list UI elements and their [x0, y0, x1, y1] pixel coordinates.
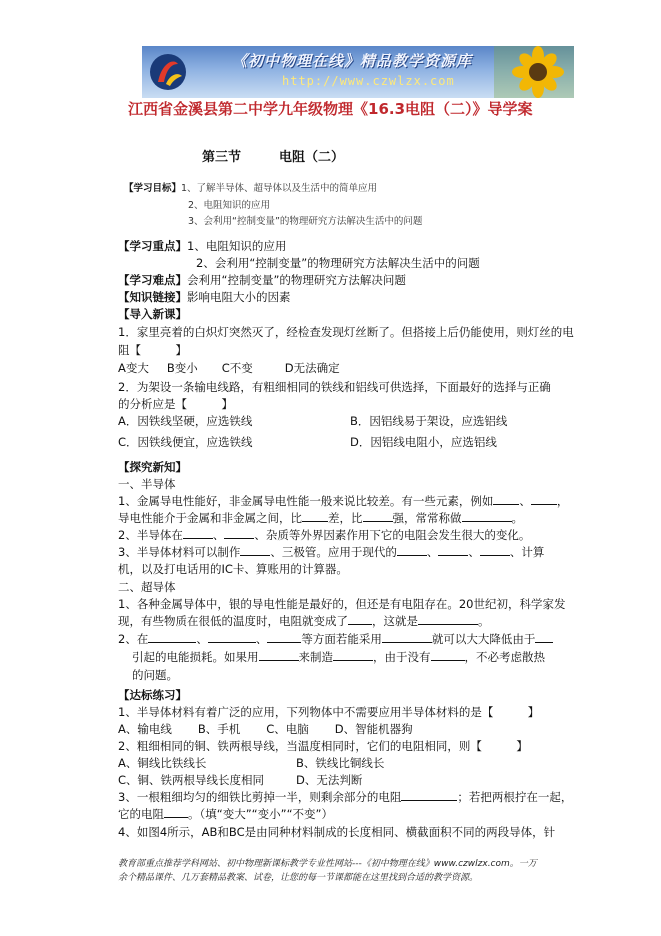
text: 1、金属导电性能好，非金属导电性能一般来说比较差。有一些元素，例如: [118, 494, 494, 508]
option-c: C不变: [221, 361, 253, 375]
blank[interactable]: [418, 612, 478, 625]
superconductor-q1-line2: 现，有些物质在很低的温度时，电阻就变成了 ，这就是 。: [118, 614, 490, 628]
banner-url[interactable]: http://www.czwlzx.com: [282, 74, 455, 88]
practice-q1: 1、半导体材料有着广泛的应用，下列物体中不需要应用半导体材料的是【 】: [118, 705, 540, 719]
text: ，不必考虑散热: [464, 650, 545, 664]
practice-q2: 2、粗细相同的铜、铁两根导线，当温度相同时，它们的电阻相同，则【 】: [118, 739, 528, 753]
option-c: C、铜、铁两根导线长度相同: [118, 773, 265, 787]
option-c: C．因铁线便宜，应选铁线: [118, 435, 253, 449]
blank[interactable]: [267, 630, 301, 643]
text: ，这就是: [372, 614, 418, 628]
practice-label: 【达标练习】: [118, 688, 187, 702]
option-d: D、智能机器狗: [334, 722, 413, 736]
key-points-label: 【学习重点】: [118, 239, 187, 253]
document-title: 江西省金溪县第二中学九年级物理《16.3电阻（二）》导学案: [128, 100, 533, 118]
blank[interactable]: [431, 648, 465, 661]
section-title: [202, 146, 382, 165]
text: 就可以大大降低由于: [431, 632, 536, 646]
sunflower-icon: [494, 46, 574, 98]
key-points-row: [118, 237, 286, 255]
blank[interactable]: [531, 492, 557, 505]
option-d: D．因铝线电阻小，应选铝线: [350, 435, 497, 449]
blank[interactable]: [397, 543, 427, 556]
header-banner: [142, 46, 574, 98]
option-d: D、无法判断: [296, 773, 363, 787]
site-logo-icon: [148, 52, 188, 92]
superconductor-q2-line3: 的问题。: [132, 668, 178, 682]
link-label: 【知识链接】: [118, 290, 187, 304]
section-number: 第三节: [202, 150, 242, 165]
difficulty-row: [118, 271, 406, 289]
intro-q1-line1: 1．家里亮着的白炽灯突然灭了，经检查发现灯丝断了。但搭接上后仍能使用，则灯丝的电: [118, 325, 574, 339]
part2-title: 二、超导体: [118, 580, 176, 594]
text: 、计算: [509, 545, 545, 559]
practice-q1-options: [118, 720, 413, 738]
difficulty-label: 【学习难点】: [118, 273, 187, 287]
blank[interactable]: [240, 543, 270, 556]
semiconductor-q3-line2: 机，以及打电话用的IC卡、算账用的计算器。: [118, 562, 348, 576]
footer-line: 教育部重点推荐学科网站、初中物理新课标教学专业性网站---《初中物理在线》www.czwlzx.com。一万: [118, 859, 537, 869]
blank[interactable]: [302, 509, 328, 522]
text: 、三极管。应用于现代的: [270, 545, 397, 559]
intro-q1-line2: 阻【 】: [118, 343, 187, 357]
link-row: [118, 288, 291, 306]
practice-q4: 4、如图4所示，AB和BC是由同种材料制成的长度相同、横截面积不同的两段导体，针: [118, 825, 556, 839]
text: 等方面若能采用: [301, 632, 382, 646]
option-b: B、手机: [197, 722, 241, 736]
option-a: A、铜线比铁线长: [118, 756, 207, 770]
blank[interactable]: [401, 788, 457, 801]
blank[interactable]: [224, 526, 254, 539]
blank[interactable]: [164, 805, 188, 818]
link-text: 影响电阻大小的因素: [187, 290, 291, 304]
intro-q2-line1: 2．为架设一条输电线路，有粗细相同的铁线和铝线可供选择，下面最好的选择与正确: [118, 380, 551, 394]
blank[interactable]: [348, 612, 372, 625]
semiconductor-q2: 2、半导体在 、 、杂质等外界因素作用下它的电阻会发生很大的变化。: [118, 528, 531, 542]
blank[interactable]: [183, 526, 213, 539]
practice-q3-line2: [118, 805, 333, 823]
option-a: A．因铁线坚硬，应选铁线: [118, 414, 253, 428]
text: 3、半导体材料可以制作: [118, 545, 241, 559]
practice-q3-line1: [118, 788, 572, 806]
text: 2、在: [118, 632, 149, 646]
superconductor-q1-line1: 1、各种金属导体中，银的导电性能是最好的，但还是有电阻存在。20世纪初，科学家发: [118, 597, 566, 611]
text: 。（填“变大”“变小”“不变”）: [188, 807, 333, 821]
part1-title: 一、半导体: [118, 477, 176, 491]
text: 3、一根粗细均匀的细铁比剪掉一半，则剩余部分的电阻: [118, 790, 402, 804]
text: ，由于没有: [373, 650, 431, 664]
option-b: B变小: [166, 361, 198, 375]
key-point-item: 1、电阻知识的应用: [187, 239, 287, 253]
key-point-item: 2、会利用“控制变量”的物理研究方法解决生活中的问题: [196, 256, 480, 270]
option-a: A变大: [118, 361, 149, 375]
semiconductor-q1-line2: 导电性能介于金属和非金属之间，比 差，比 强，常常称做 。: [118, 511, 523, 525]
section-name: 电阻（二）: [279, 150, 345, 165]
blank[interactable]: [480, 543, 510, 556]
option-b: B．因铝线易于架设，应选铝线: [350, 414, 508, 428]
text: ；若把两根拧在一起，: [457, 790, 573, 804]
blank[interactable]: [493, 492, 519, 505]
text: 现，有些物质在很低的温度时，电阻就变成了: [118, 614, 348, 628]
goals-label: 【学习目标】: [124, 183, 182, 194]
footer-note: [118, 857, 548, 885]
text: 、杂质等外界因素作用下它的电阻会发生很大的变化。: [254, 528, 531, 542]
blank[interactable]: [382, 630, 432, 643]
text: 来制造: [298, 650, 333, 664]
text: 它的电阻: [118, 807, 164, 821]
blank[interactable]: [208, 630, 256, 643]
goal-item: 3、会利用“控制变量”的物理研究方法解决生活中的问题: [188, 216, 423, 227]
superconductor-q2-line1: 2、在 、 、 等方面若能采用 就可以大大降低由于: [118, 630, 553, 648]
banner-title: 《初中物理在线》精品教学资源库: [232, 52, 473, 70]
text: 强，常常称做: [392, 511, 462, 525]
text: 2、半导体在: [118, 528, 183, 542]
goal-item: 1、了解半导体、超导体以及生活中的简单应用: [181, 183, 378, 194]
text: 引起的电能损耗。如果用: [132, 650, 259, 664]
semiconductor-q1-line1: 1、金属导电性能好，非金属导电性能一般来说比较差。有一些元素，例如 、 ，: [118, 494, 569, 508]
blank[interactable]: [535, 630, 553, 643]
blank[interactable]: [438, 543, 468, 556]
difficulty-text: 会利用“控制变量”的物理研究方法解决问题: [187, 273, 406, 287]
superconductor-q2-line2: [132, 648, 545, 666]
blank[interactable]: [148, 630, 196, 643]
intro-label: 【导入新课】: [118, 307, 187, 321]
goals-row: [124, 180, 377, 198]
text: 导电性能介于金属和非金属之间，比: [118, 511, 302, 525]
option-a: A、输电线: [118, 722, 172, 736]
option-d: D无法确定: [284, 361, 340, 375]
semiconductor-q3-line1: 3、半导体材料可以制作 、三极管。应用于现代的 、 、 、计算: [118, 545, 545, 559]
blank[interactable]: [363, 509, 393, 522]
text: 差，比: [328, 511, 363, 525]
intro-q2-line2: 的分析应是【 】: [118, 397, 233, 411]
explore-label: 【探究新知】: [118, 460, 187, 474]
option-b: B、铁线比铜线长: [296, 756, 385, 770]
goal-item: 2、电阻知识的应用: [188, 200, 271, 211]
intro-q1-options: [118, 359, 340, 377]
blank[interactable]: [259, 648, 299, 661]
option-c: C、电脑: [266, 722, 309, 736]
blank[interactable]: [333, 648, 373, 661]
blank[interactable]: [462, 509, 512, 522]
footer-line: 余个精品课件、几万套精品教案、试卷，让您的每一节课都能在这里找到合适的教学资源。: [118, 873, 479, 883]
